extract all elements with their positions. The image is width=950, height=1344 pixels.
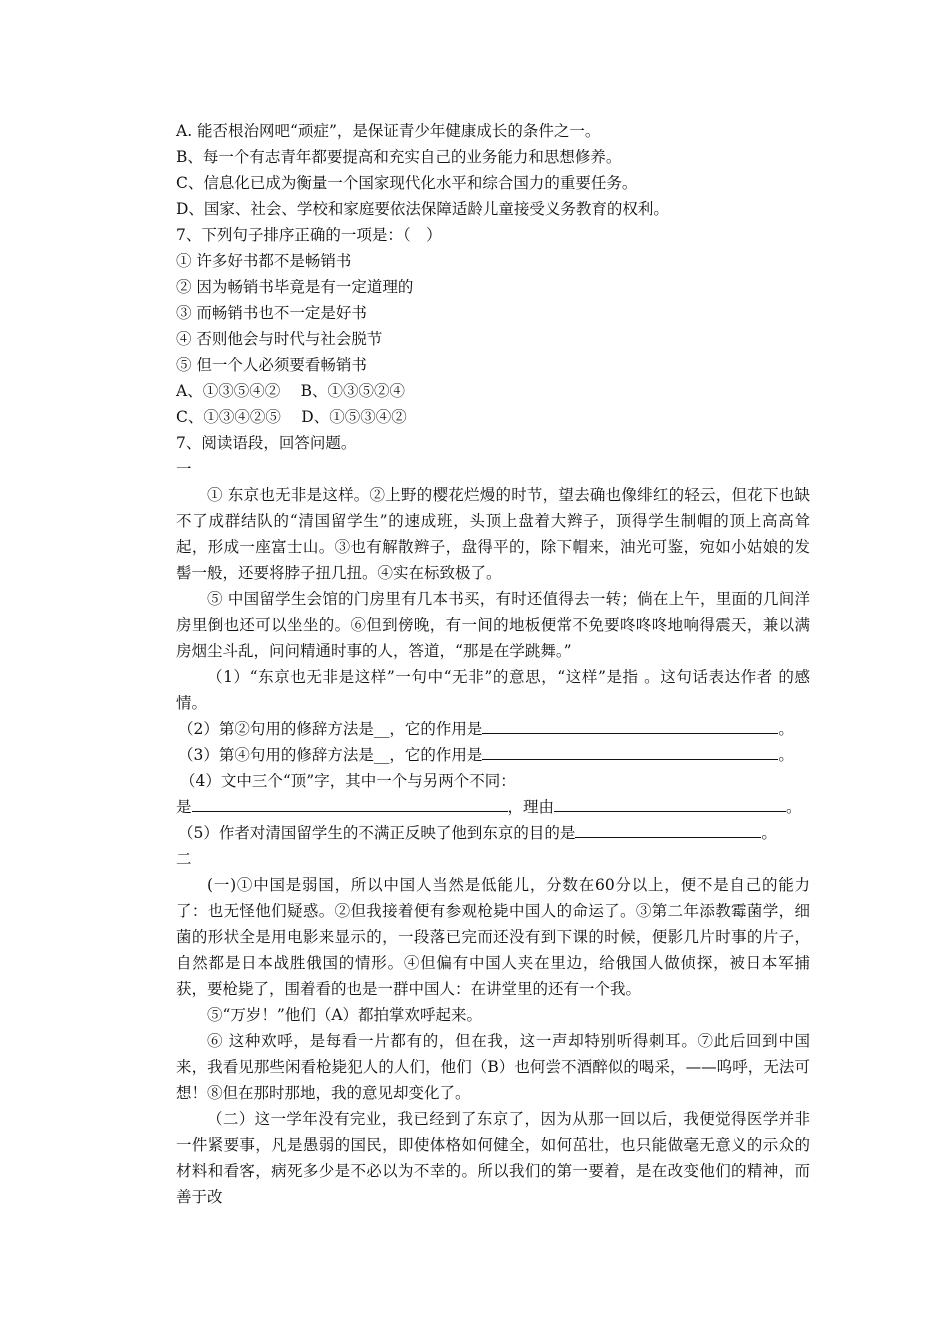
q7-item-1: ① 许多好书都不是畅销书 bbox=[176, 252, 352, 270]
q7-item-3: ③ 而畅销书也不一定是好书 bbox=[176, 304, 367, 322]
question-5 bbox=[176, 820, 810, 846]
question-4-end: 。 bbox=[786, 798, 802, 816]
q7-item-2: ② 因为畅销书毕竟是有一定道理的 bbox=[176, 278, 414, 296]
question-1: （1）“东京也无非是这样”一句中“无非”的意思，“这样”是指 。这句话表达作者 的感情。 bbox=[176, 668, 810, 712]
answer-blank[interactable] bbox=[554, 794, 786, 812]
question-2-end: 。 bbox=[778, 720, 794, 738]
question-4-answer bbox=[176, 794, 810, 820]
reading-title: 7、阅读语段，回答问题。 bbox=[176, 434, 357, 452]
option-c: C、信息化已成为衡量一个国家现代化水平和综合国力的重要任务。 bbox=[176, 174, 638, 192]
q7-item-5: ⑤ 但一个人必须要看畅销书 bbox=[176, 356, 367, 374]
question-3-end: 。 bbox=[778, 746, 794, 764]
option-a: A. 能否根治网吧“顽症”，是保证青少年健康成长的条件之一。 bbox=[176, 122, 601, 140]
answer-blank[interactable] bbox=[482, 716, 778, 734]
question-3-text: （3）第④句用的修辞方法是__，它的作用是 bbox=[178, 746, 483, 764]
section-2-label: 二 bbox=[176, 850, 192, 868]
answer-blank[interactable] bbox=[192, 794, 508, 812]
section-1-paragraph-1: ① 东京也无非是这样。②上野的樱花烂熳的时节，望去确也像绯红的轻云，但花下也缺不了成群结队的“清国留学生”的速成班，头顶上盘着大辫子，顶得学生制帽的顶上高高耸起，形成一座富士山。③也有解散辫子，盘得平的，除下帽来，油光可鉴，宛如小姑娘的发髻一般，还要将脖子扭几扭。④实在标致极了。 bbox=[176, 486, 810, 582]
q7-choices-cd: C、①③④②⑤ D、①⑤③④② bbox=[176, 408, 407, 426]
section-2-paragraph-3: ⑥ 这种欢呼，是每看一片都有的，但在我，这一声却特别听得刺耳。⑦此后回到中国来，我看见那些闲看枪毙犯人的人们，他们（B）也何尝不酒醉似的喝采，——呜呼，无法可想！⑧但在那时那地，我的意见却变化了。 bbox=[176, 1032, 810, 1102]
section-2-paragraph-2: ⑤“万岁！”他们（A）都拍掌欢呼起来。 bbox=[207, 1006, 483, 1024]
question-5-end: 。 bbox=[761, 824, 777, 842]
section-1-label: 一 bbox=[176, 460, 192, 478]
question-4: （4）文中三个“顶”字，其中一个与另两个不同： bbox=[180, 772, 516, 790]
section-2-paragraph-4: （二）这一学年没有完业，我已经到了东京了，因为从那一回以后，我便觉得医学并非一件紧要事，凡是愚弱的国民，即使体格如何健全，如何茁壮，也只能做毫无意义的示众的材料和看客，病死多少是不必以为不幸的。所以我们的第一要着，是在改变他们的精神，而善于改 bbox=[176, 1110, 810, 1206]
answer-blank[interactable] bbox=[482, 742, 778, 760]
question-2 bbox=[176, 716, 810, 742]
question-2-text: （2）第②句用的修辞方法是__，它的作用是 bbox=[178, 720, 483, 738]
question-5-text: （5）作者对清国留学生的不满正反映了他到东京的目的是 bbox=[178, 824, 576, 842]
question-3 bbox=[176, 742, 810, 768]
question-4-reason-label: ，理由 bbox=[507, 798, 555, 816]
question-4-prefix: 是 bbox=[176, 798, 192, 816]
answer-blank[interactable] bbox=[575, 820, 761, 838]
q7-item-4: ④ 否则他会与时代与社会脱节 bbox=[176, 330, 383, 348]
q7-title: 7、下列句子排序正确的一项是：（ ） bbox=[176, 226, 442, 244]
document-page bbox=[176, 118, 810, 1210]
q7-choices-ab: A、①③⑤④② B、①③⑤②④ bbox=[176, 382, 406, 400]
option-d: D、国家、社会、学校和家庭要依法保障适龄儿童接受义务教育的权利。 bbox=[176, 200, 669, 218]
section-1-paragraph-2: ⑤ 中国留学生会馆的门房里有几本书买，有时还值得去一转；倘在上午，里面的几间洋房里倒也还可以坐坐的。⑥但到傍晚，有一间的地板便常不免要咚咚咚地响得震天，兼以满房烟尘斗乱，问问精通时事的人，答道，“那是在学跳舞。” bbox=[176, 590, 810, 660]
option-b: B、每一个有志青年都要提高和充实自己的业务能力和思想修养。 bbox=[176, 148, 622, 166]
section-2-paragraph-1: (一)①中国是弱国，所以中国人当然是低能儿，分数在60分以上，便不是自己的能力了：也无怪他们疑惑。②但我接着便有参观枪毙中国人的命运了。③第二年添教霉菌学，细菌的形状全是用电影来显示的，一段落已完而还没有到下课的时候，便影几片时事的片子，自然都是日本战胜俄国的情形。④但偏有中国人夹在里边，给俄国人做侦探，被日本军捕获，要枪毙了，围着看的也是一群中国人：在讲堂里的还有一个我。 bbox=[176, 876, 810, 998]
